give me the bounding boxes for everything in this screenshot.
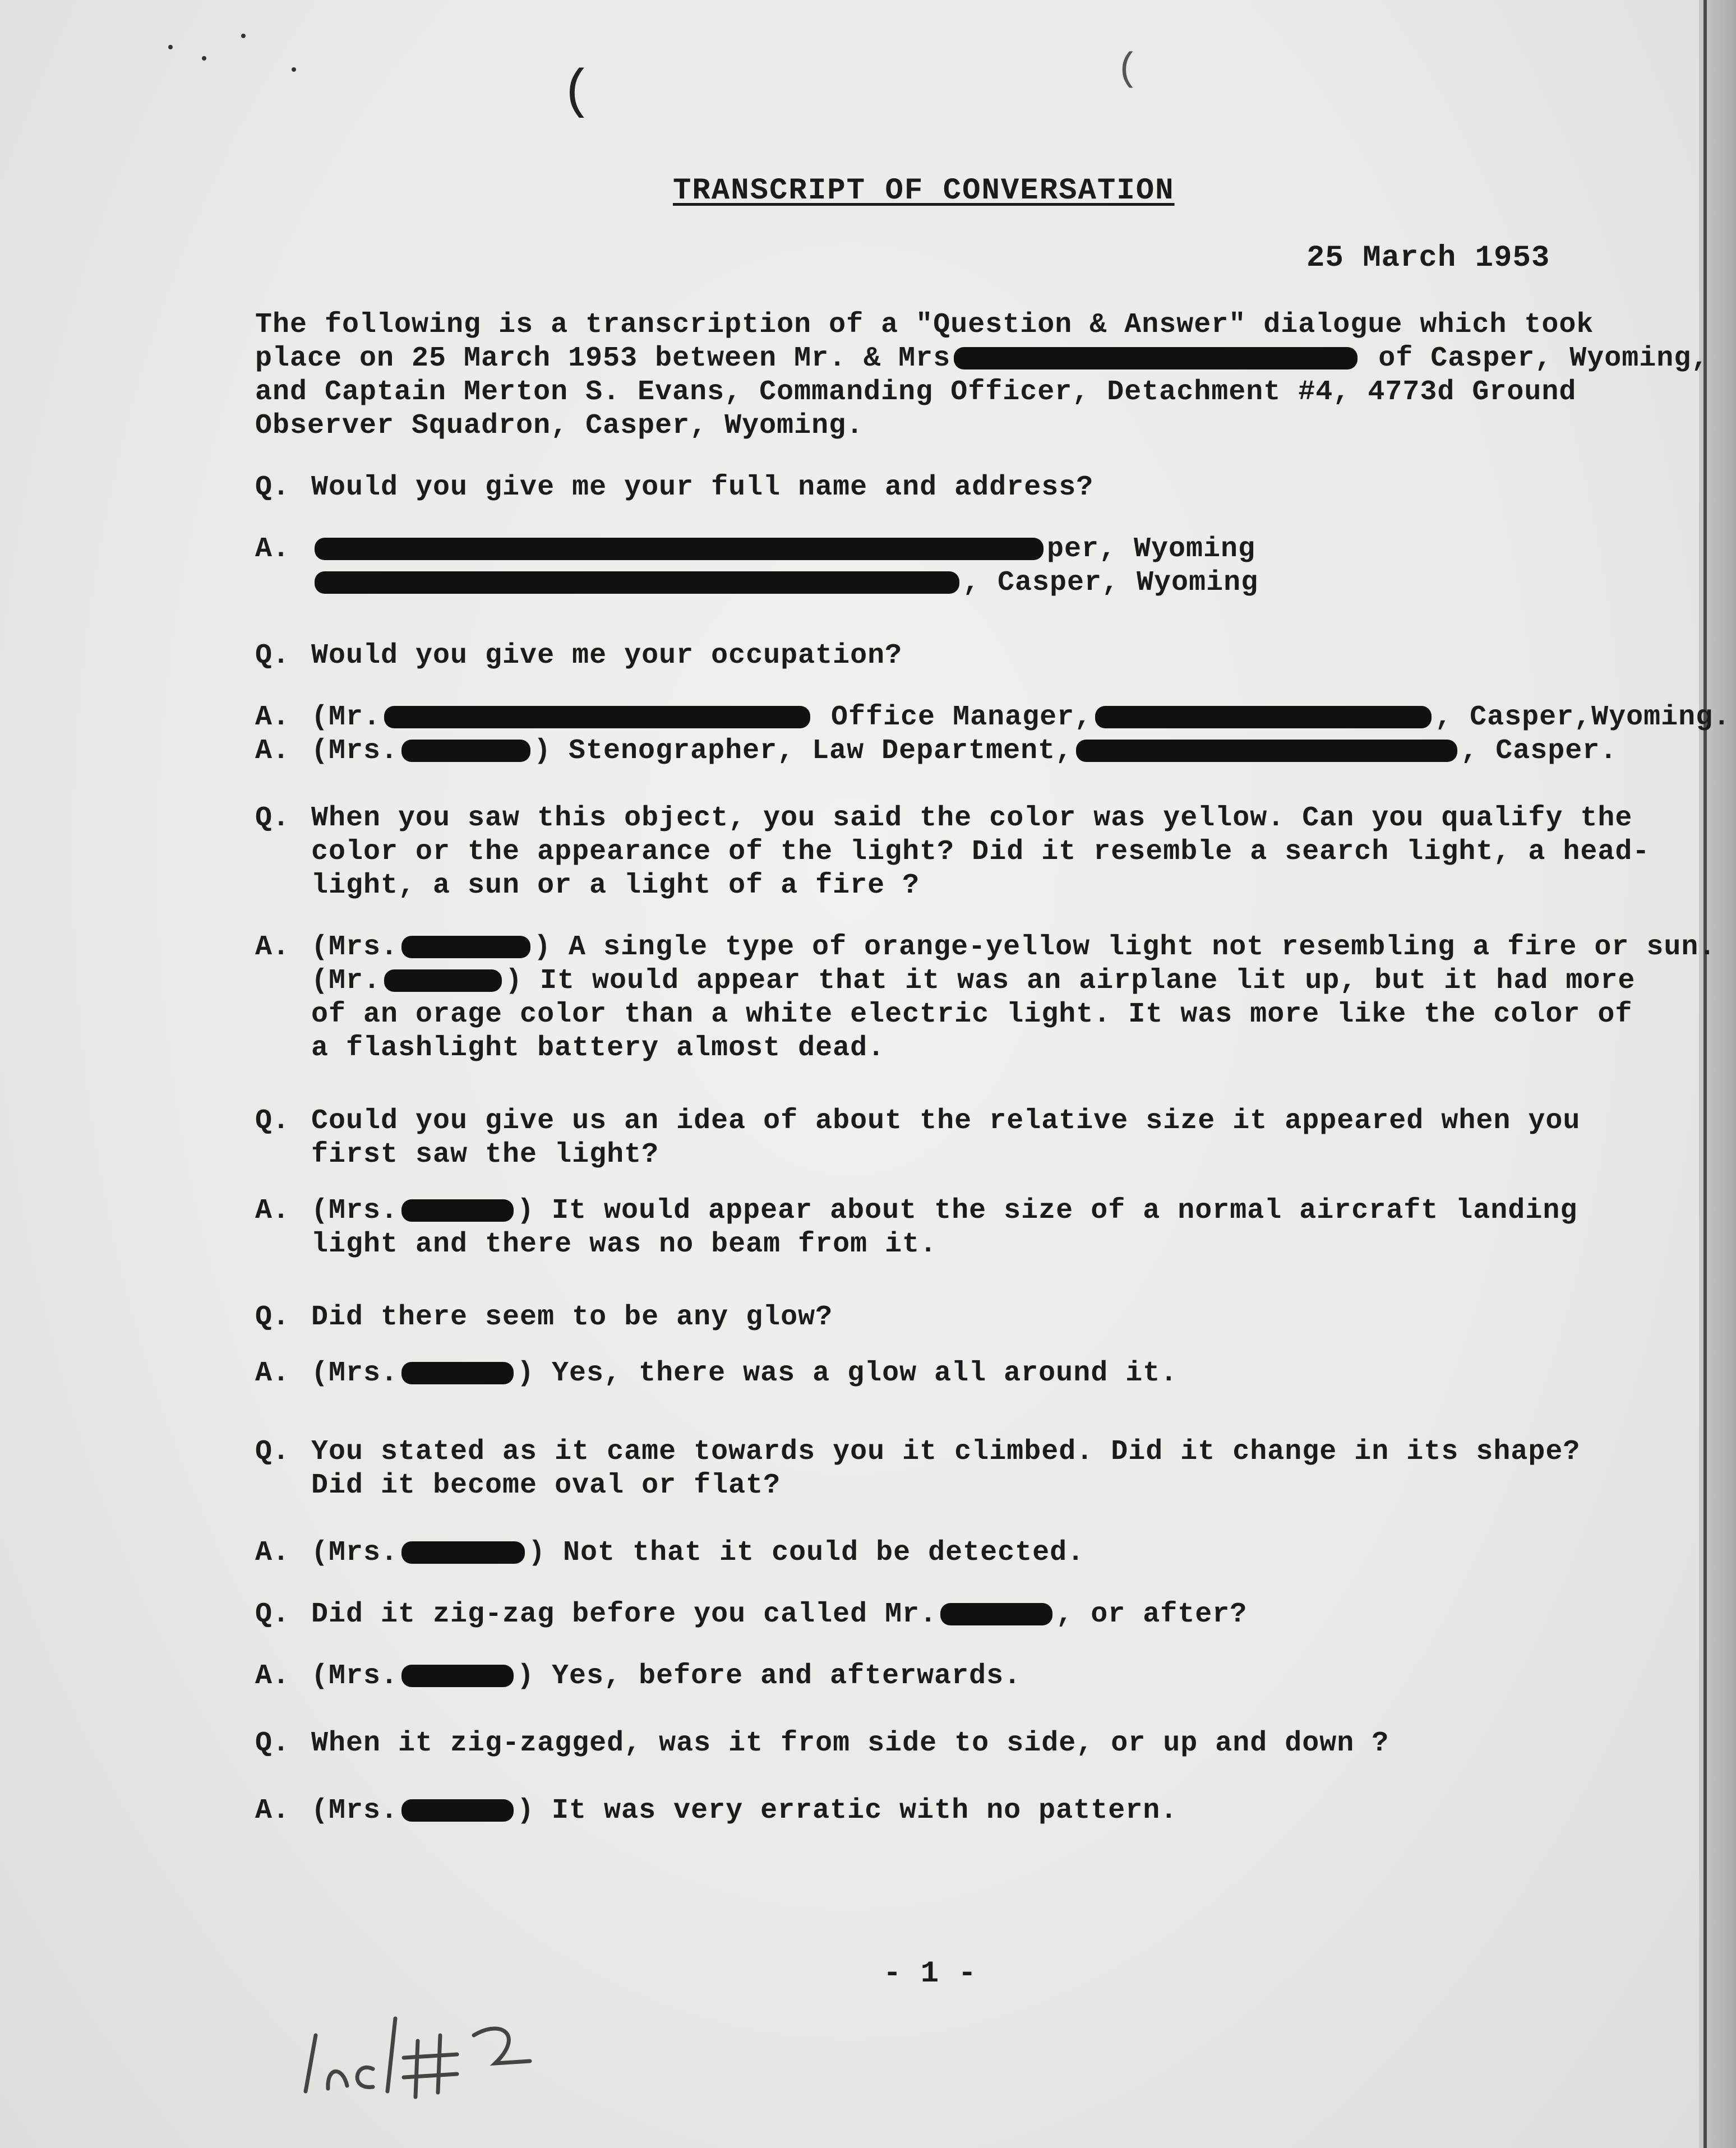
qa-text: ) Not that it could be detected. <box>528 1537 1085 1569</box>
question-label: Q. <box>255 472 290 503</box>
qa-text: Did it zig-zag before you called Mr. <box>311 1599 938 1630</box>
answer-block <box>255 1536 1084 1570</box>
answer-label: A. <box>255 701 290 733</box>
qa-text: first saw the light? <box>311 1139 659 1171</box>
redaction-bar <box>315 571 959 594</box>
qa-text: ) It was very erratic with no pattern. <box>517 1795 1178 1827</box>
qa-text: per, Wyoming <box>1047 533 1256 565</box>
question-label: Q. <box>255 1105 290 1137</box>
answer-label: A. <box>255 1660 290 1692</box>
intro-line <box>255 409 1709 443</box>
qa-text: ) Yes, there was a glow all around it. <box>517 1357 1178 1389</box>
qa-text: a flashlight battery almost dead. <box>311 1032 885 1064</box>
redaction-bar <box>401 1665 514 1687</box>
answer-block <box>255 931 1716 1065</box>
qa-line <box>255 998 1716 1032</box>
intro-text: place on 25 March 1953 between Mr. & Mrs <box>255 343 951 375</box>
redaction-bar <box>401 1199 514 1222</box>
qa-text: ) Stenographer, Law Department, <box>534 735 1073 767</box>
answer-block <box>255 701 1730 735</box>
question-label: Q. <box>255 640 290 672</box>
qa-text: Did there seem to be any glow? <box>311 1301 833 1333</box>
qa-text: , or after? <box>1056 1599 1248 1630</box>
qa-line <box>255 835 1650 869</box>
qa-line <box>255 1794 1178 1828</box>
qa-line <box>255 1032 1716 1065</box>
qa-line <box>255 1660 1021 1693</box>
qa-text: (Mrs. <box>311 1537 399 1569</box>
answer-block <box>255 533 1258 600</box>
answer-block <box>255 735 1617 768</box>
question-label: Q. <box>255 1301 290 1333</box>
qa-line <box>255 1598 1247 1632</box>
redaction-bar <box>401 936 530 958</box>
question-block <box>255 802 1650 903</box>
qa-text: You stated as it came towards you it climbed. Did it change in its shape? <box>311 1436 1581 1468</box>
qa-line <box>255 1228 1577 1262</box>
qa-line <box>255 471 1093 505</box>
qa-text: , Casper, Wyoming <box>963 567 1259 599</box>
qa-text: light, a sun or a light of a fire ? <box>311 870 920 902</box>
intro-line <box>255 376 1709 409</box>
qa-text: ) It would appear that it was an airplane lit up, but it had more <box>505 965 1636 997</box>
intro-line <box>255 342 1709 376</box>
qa-line <box>255 869 1650 903</box>
intro-paragraph <box>255 308 1709 443</box>
question-label: Q. <box>255 1436 290 1468</box>
answer-label: A. <box>255 931 290 963</box>
qa-line <box>255 566 1258 600</box>
question-block <box>255 1435 1580 1503</box>
qa-text: , Casper,Wyoming. <box>1435 701 1731 733</box>
qa-text: Could you give us an idea of about the relative size it appeared when you <box>311 1105 1581 1137</box>
qa-text: , Casper. <box>1461 735 1618 767</box>
redaction-bar <box>384 969 502 992</box>
qa-text: (Mrs. <box>311 931 399 963</box>
question-block <box>255 1727 1389 1761</box>
qa-text: (Mrs. <box>311 1357 399 1389</box>
redaction-bar <box>384 706 810 728</box>
answer-block <box>255 1794 1178 1828</box>
answer-label: A. <box>255 1357 290 1389</box>
answer-label: A. <box>255 533 290 565</box>
qa-text: (Mrs. <box>311 1795 399 1827</box>
redaction-bar <box>1076 740 1457 762</box>
qa-text: of an orage color than a white electric light. It was more like the color of <box>311 999 1633 1031</box>
redaction-bar <box>315 538 1044 560</box>
qa-text: Did it become oval or flat? <box>311 1470 781 1502</box>
redaction-bar <box>401 1362 514 1384</box>
qa-text: ) Yes, before and afterwards. <box>517 1660 1022 1692</box>
answer-label: A. <box>255 735 290 767</box>
answer-block <box>255 1194 1577 1262</box>
redaction-bar <box>1095 706 1432 728</box>
qa-text: When it zig-zagged, was it from side to side, or up and down ? <box>311 1727 1389 1759</box>
question-block <box>255 639 902 673</box>
answer-block <box>255 1660 1021 1693</box>
qa-line <box>255 964 1716 998</box>
qa-text: (Mrs. <box>311 1195 399 1227</box>
document-date: 25 March 1953 <box>1306 241 1550 275</box>
question-label: Q. <box>255 802 290 834</box>
question-block <box>255 471 1093 505</box>
answer-label: A. <box>255 1195 290 1227</box>
qa-text: ) A single type of orange-yellow light not resembling a fire or sun. <box>534 931 1716 963</box>
qa-line <box>255 1194 1577 1228</box>
qa-text: color or the appearance of the light? Did it resemble a search light, a head- <box>311 836 1650 868</box>
qa-text: (Mr. <box>311 701 381 733</box>
redaction-bar <box>954 347 1358 369</box>
intro-text: of Casper, Wyoming, <box>1361 343 1709 375</box>
qa-line <box>255 802 1650 835</box>
qa-line <box>255 639 902 673</box>
question-block <box>255 1105 1580 1172</box>
qa-line <box>255 931 1716 964</box>
intro-text: and Captain Merton S. Evans, Commanding Officer, Detachment #4, 4773d Ground <box>255 376 1577 408</box>
question-block <box>255 1301 833 1334</box>
page-number: - 1 - <box>883 1957 977 1991</box>
qa-text: When you saw this object, you said the color was yellow. Can you qualify the <box>311 802 1633 834</box>
qa-text: (Mrs. <box>311 735 399 767</box>
qa-text: Would you give me your full name and address? <box>311 472 1094 503</box>
speck <box>292 67 296 72</box>
qa-line <box>255 533 1258 566</box>
qa-text: (Mrs. <box>311 1660 399 1692</box>
qa-line <box>255 1435 1580 1469</box>
question-block <box>255 1598 1247 1632</box>
speck <box>168 45 173 49</box>
answer-label: A. <box>255 1537 290 1569</box>
intro-text: The following is a transcription of a "Question & Answer" dialogue which took <box>255 309 1594 341</box>
qa-line <box>255 1138 1580 1172</box>
qa-line <box>255 1469 1580 1503</box>
document-title: TRANSCRIPT OF CONVERSATION <box>673 174 1175 208</box>
intro-text: Observer Squadron, Casper, Wyoming. <box>255 410 864 442</box>
qa-text: Would you give me your occupation? <box>311 640 903 672</box>
answer-label: A. <box>255 1795 290 1827</box>
qa-line <box>255 1536 1084 1570</box>
qa-text: ) It would appear about the size of a normal aircraft landing <box>517 1195 1578 1227</box>
handwritten-note <box>289 1996 547 2108</box>
answer-block <box>255 1357 1178 1391</box>
speck <box>241 34 246 38</box>
question-label: Q. <box>255 1727 290 1759</box>
qa-text: (Mr. <box>311 965 381 997</box>
redaction-bar <box>401 1541 525 1564</box>
punch-mark-right: ( <box>1116 48 1140 92</box>
qa-line <box>255 735 1617 768</box>
question-label: Q. <box>255 1599 290 1630</box>
intro-line <box>255 308 1709 342</box>
punch-mark-left: ( <box>561 62 593 123</box>
redaction-bar <box>401 740 530 762</box>
qa-text: Office Manager, <box>814 701 1092 733</box>
qa-line <box>255 1727 1389 1761</box>
speck <box>202 56 206 61</box>
qa-line <box>255 701 1730 735</box>
redaction-bar <box>401 1799 514 1822</box>
qa-text: light and there was no beam from it. <box>311 1228 938 1260</box>
redaction-bar <box>940 1603 1052 1625</box>
qa-line <box>255 1301 833 1334</box>
qa-line <box>255 1357 1178 1391</box>
qa-line <box>255 1105 1580 1138</box>
